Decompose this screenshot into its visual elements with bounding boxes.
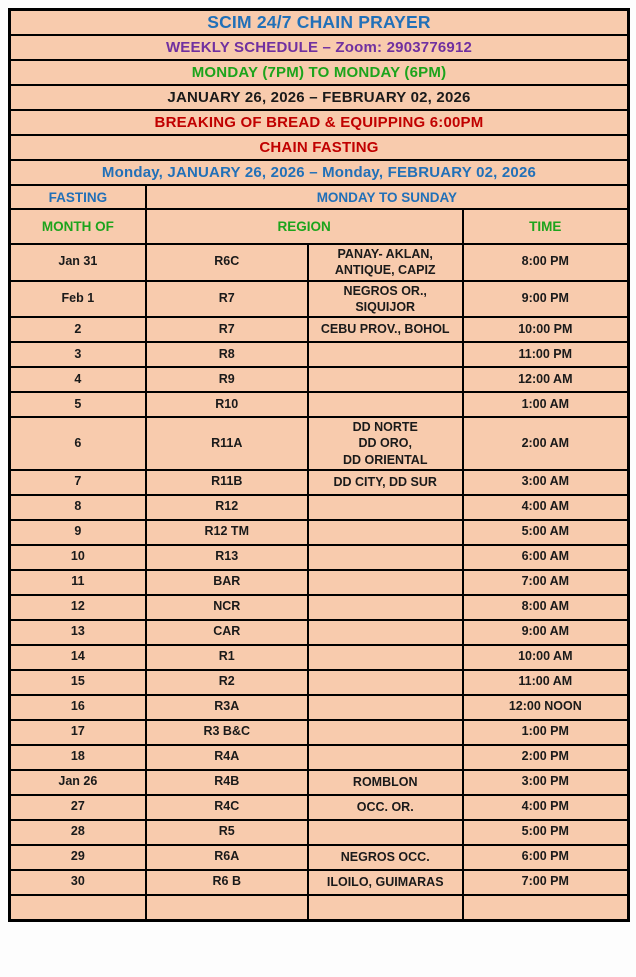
- date-cell: 16: [10, 695, 146, 720]
- date-cell: 7: [10, 470, 146, 495]
- time-cell: 1:00 AM: [463, 392, 629, 417]
- date-cell: 28: [10, 820, 146, 845]
- date-cell: 29: [10, 845, 146, 870]
- time-column-header: TIME: [463, 209, 629, 244]
- region-areas-cell: PANAY- AKLAN, ANTIQUE, CAPIZ: [308, 244, 463, 281]
- time-cell: 11:00 AM: [463, 670, 629, 695]
- date-range-label: JANUARY 26, 2026 – FEBRUARY 02, 2026: [10, 85, 629, 110]
- time-cell: 1:00 PM: [463, 720, 629, 745]
- banner-row-fasting-date-range: [10, 160, 629, 185]
- region-areas-cell: DD CITY, DD SUR: [308, 470, 463, 495]
- table-row: [10, 244, 629, 281]
- region-code-cell: R7: [146, 317, 308, 342]
- region-areas-cell: [308, 570, 463, 595]
- table-row: [10, 495, 629, 520]
- date-cell: 17: [10, 720, 146, 745]
- region-areas-cell: ROMBLON: [308, 770, 463, 795]
- date-cell: 2: [10, 317, 146, 342]
- region-code-cell: R12: [146, 495, 308, 520]
- table-row: [10, 645, 629, 670]
- date-cell: Jan 26: [10, 770, 146, 795]
- date-cell: 30: [10, 870, 146, 895]
- region-code-cell: CAR: [146, 620, 308, 645]
- fasting-date-range-label: Monday, JANUARY 26, 2026 – Monday, FEBRUARY 02, 2026: [10, 160, 629, 185]
- date-cell: Feb 1: [10, 281, 146, 318]
- table-row: [10, 845, 629, 870]
- date-cell: 5: [10, 392, 146, 417]
- time-cell: 9:00 PM: [463, 281, 629, 318]
- banner-row-date-range: [10, 85, 629, 110]
- region-code-cell: R4A: [146, 745, 308, 770]
- section-header-row: [10, 185, 629, 209]
- region-code-cell: R1: [146, 645, 308, 670]
- region-areas-cell: [308, 367, 463, 392]
- time-cell: 3:00 AM: [463, 470, 629, 495]
- region-code-cell: BAR: [146, 570, 308, 595]
- region-code-cell: R2: [146, 670, 308, 695]
- time-cell: 7:00 AM: [463, 570, 629, 595]
- region-areas-cell: [308, 745, 463, 770]
- table-row: [10, 670, 629, 695]
- time-cell: 6:00 PM: [463, 845, 629, 870]
- time-cell: 4:00 PM: [463, 795, 629, 820]
- region-areas-cell: [308, 545, 463, 570]
- table-row: [10, 342, 629, 367]
- page-title: SCIM 24/7 CHAIN PRAYER: [10, 10, 629, 36]
- date-cell: 6: [10, 417, 146, 470]
- time-cell: 2:00 PM: [463, 745, 629, 770]
- region-areas-cell: DD NORTE DD ORO, DD ORIENTAL: [308, 417, 463, 470]
- time-cell: 7:00 PM: [463, 870, 629, 895]
- date-cell: 15: [10, 670, 146, 695]
- region-areas-cell: [308, 620, 463, 645]
- table-row: [10, 595, 629, 620]
- date-cell: Jan 31: [10, 244, 146, 281]
- time-cell: 4:00 AM: [463, 495, 629, 520]
- region-areas-cell: [308, 495, 463, 520]
- date-cell: 12: [10, 595, 146, 620]
- table-row: [10, 281, 629, 318]
- date-cell: 9: [10, 520, 146, 545]
- weekly-schedule-zoom-id: WEEKLY SCHEDULE – Zoom: 2903776912: [10, 35, 629, 60]
- banner-row-breaking-of-bread: [10, 110, 629, 135]
- time-cell: 9:00 AM: [463, 620, 629, 645]
- region-code-cell: R6C: [146, 244, 308, 281]
- monday-to-sunday-header: MONDAY TO SUNDAY: [146, 185, 629, 209]
- banner-row-weekly-schedule: [10, 35, 629, 60]
- time-cell: 3:00 PM: [463, 770, 629, 795]
- region-code-cell: R6 B: [146, 870, 308, 895]
- region-column-header: REGION: [146, 209, 463, 244]
- schedule-body: [10, 10, 629, 921]
- table-row: [10, 417, 629, 470]
- region-code-cell: R11A: [146, 417, 308, 470]
- region-areas-cell: ILOILO, GUIMARAS: [308, 870, 463, 895]
- table-row: [10, 317, 629, 342]
- date-cell: 14: [10, 645, 146, 670]
- chain-fasting-label: CHAIN FASTING: [10, 135, 629, 160]
- region-code-cell: R10: [146, 392, 308, 417]
- time-cell: 8:00 AM: [463, 595, 629, 620]
- time-cell: [463, 895, 629, 921]
- region-code-cell: R4C: [146, 795, 308, 820]
- table-row: [10, 820, 629, 845]
- region-areas-cell: [308, 670, 463, 695]
- region-areas-cell: [308, 820, 463, 845]
- date-cell: 3: [10, 342, 146, 367]
- region-code-cell: R8: [146, 342, 308, 367]
- time-cell: 2:00 AM: [463, 417, 629, 470]
- table-row: [10, 745, 629, 770]
- region-code-cell: R7: [146, 281, 308, 318]
- table-row: [10, 720, 629, 745]
- table-row: [10, 795, 629, 820]
- region-areas-cell: [308, 695, 463, 720]
- region-code-cell: R13: [146, 545, 308, 570]
- region-areas-cell: [308, 342, 463, 367]
- breaking-of-bread-label: BREAKING OF BREAD & EQUIPPING 6:00PM: [10, 110, 629, 135]
- time-cell: 11:00 PM: [463, 342, 629, 367]
- region-code-cell: R5: [146, 820, 308, 845]
- region-areas-cell: [308, 720, 463, 745]
- date-cell: 10: [10, 545, 146, 570]
- time-cell: 8:00 PM: [463, 244, 629, 281]
- table-row: [10, 570, 629, 595]
- region-code-cell: NCR: [146, 595, 308, 620]
- time-cell: 10:00 PM: [463, 317, 629, 342]
- day-range-label: MONDAY (7PM) TO MONDAY (6PM): [10, 60, 629, 85]
- table-row: [10, 392, 629, 417]
- date-cell: 18: [10, 745, 146, 770]
- region-areas-cell: [308, 895, 463, 921]
- region-areas-cell: CEBU PROV., BOHOL: [308, 317, 463, 342]
- time-cell: 5:00 PM: [463, 820, 629, 845]
- region-code-cell: R12 TM: [146, 520, 308, 545]
- time-cell: 6:00 AM: [463, 545, 629, 570]
- region-code-cell: R9: [146, 367, 308, 392]
- table-row: [10, 620, 629, 645]
- region-code-cell: [146, 895, 308, 921]
- region-code-cell: R6A: [146, 845, 308, 870]
- table-row: [10, 470, 629, 495]
- chain-prayer-schedule-table: [8, 8, 630, 922]
- time-cell: 12:00 AM: [463, 367, 629, 392]
- table-row: [10, 695, 629, 720]
- region-areas-cell: [308, 645, 463, 670]
- region-areas-cell: [308, 520, 463, 545]
- fasting-header: FASTING: [10, 185, 146, 209]
- banner-row-title: [10, 10, 629, 36]
- date-cell: 4: [10, 367, 146, 392]
- date-cell: 8: [10, 495, 146, 520]
- region-areas-cell: NEGROS OCC.: [308, 845, 463, 870]
- date-cell: 11: [10, 570, 146, 595]
- date-cell: 13: [10, 620, 146, 645]
- table-row: [10, 770, 629, 795]
- region-areas-cell: [308, 595, 463, 620]
- date-cell: [10, 895, 146, 921]
- region-code-cell: R4B: [146, 770, 308, 795]
- region-code-cell: R3 B&C: [146, 720, 308, 745]
- table-row: [10, 367, 629, 392]
- table-row: [10, 520, 629, 545]
- time-cell: 12:00 NOON: [463, 695, 629, 720]
- region-areas-cell: NEGROS OR., SIQUIJOR: [308, 281, 463, 318]
- banner-row-chain-fasting: [10, 135, 629, 160]
- region-code-cell: R3A: [146, 695, 308, 720]
- time-cell: 10:00 AM: [463, 645, 629, 670]
- region-code-cell: R11B: [146, 470, 308, 495]
- table-row: [10, 895, 629, 921]
- date-cell: 27: [10, 795, 146, 820]
- month-of-column-header: MONTH OF: [10, 209, 146, 244]
- region-areas-cell: [308, 392, 463, 417]
- table-row: [10, 870, 629, 895]
- table-row: [10, 545, 629, 570]
- time-cell: 5:00 AM: [463, 520, 629, 545]
- banner-row-day-range: [10, 60, 629, 85]
- region-areas-cell: OCC. OR.: [308, 795, 463, 820]
- column-header-row: [10, 209, 629, 244]
